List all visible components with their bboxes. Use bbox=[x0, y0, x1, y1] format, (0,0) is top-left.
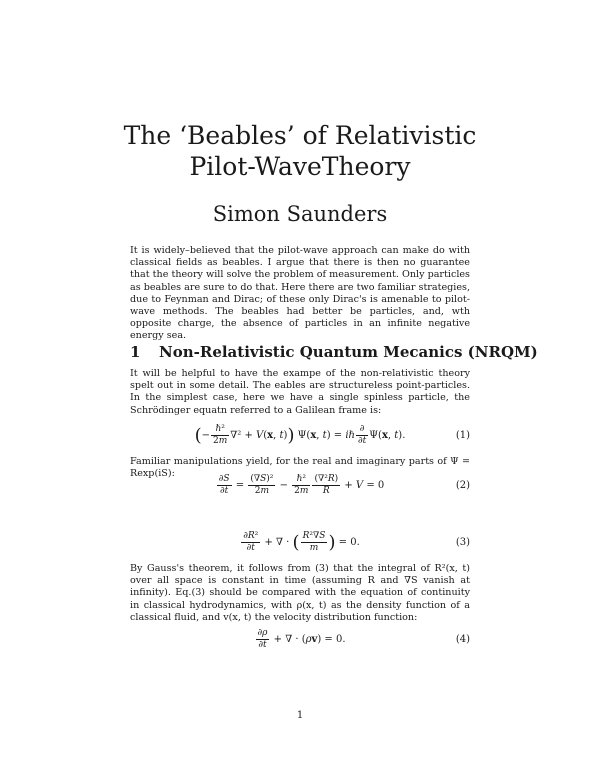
equation-1: (− $\frac{\text{ℏ²}}{2m}$ ∇² + V(x, t)) Ψ(x, t) = iℏ $\frac{\partial}{\partial t}$ Ψ(x, t). (1) bbox=[194, 424, 470, 446]
abstract: It is widely–believed that the pilot-wave approach can make do with classical fields as beables. I argue that there is then no guarantee that the theory will solve the problem of measurement. Only particles as beables are sure to do that. Here there are two familiar strategies, due to Feynman and Dirac; of these only Dirac's is amenable to pilot-wave methods. The beables had better be particles, and, wth opposite charge, the absence of particles in an infinite negative energy sea. bbox=[130, 245, 470, 342]
paragraph-3: By Gauss's theorem, it follows from (3) that the integral of R²(x, t) over all space is constant in time (assuming R and ∇S vanish at infinity). Eq.(3) should be compared with the equation of continuity in classical hydrodynamics, with ρ(x, t) as the density function of a classical fluid, and v(x, t) the velocity distribution function: bbox=[130, 563, 470, 623]
section-number: 1 bbox=[130, 343, 141, 361]
paragraph-2: Familiar manipulations yield, for the real and imaginary parts of Ψ = Rexp(iS): bbox=[130, 456, 470, 480]
paper-title-line-1: The ‘Beables’ of Relativistic bbox=[123, 121, 477, 150]
author: Simon Saunders bbox=[212, 202, 388, 226]
equation-number-4: (4) bbox=[455, 634, 470, 645]
section-heading bbox=[130, 343, 538, 361]
equation-2: $\frac{\partial S}{\partial t}$ = $\frac{\text{(∇S)²}}{2m}$ − $\frac{\text{ℏ²}}{2m}$ $\frac{\text{(∇²R)}}{R}$ + V = 0 (2) bbox=[218, 474, 470, 496]
paper-title-line-2: Pilot-WaveTheory bbox=[189, 152, 411, 181]
paragraph-1: It will be helpful to have the exampe of the non-relativistic theory spelt out in some detail. The eables are structureless point-particles. In the simplest case, here we have a single spinless particle, the Schrödinger equatn referred to a Galilean frame is: bbox=[130, 368, 470, 416]
section-title: Non-Relativistic Quantum Mecanics (NRQM) bbox=[159, 343, 538, 361]
equation-number-3: (3) bbox=[455, 537, 470, 548]
equation-number-2: (2) bbox=[455, 480, 470, 491]
equation-3: $\frac{\text{∂R²}}{\partial t}$ + ∇ · ( $\frac{\text{R²∇S}}{m}$ ) = 0. (3) bbox=[243, 531, 470, 553]
page-number: 1 bbox=[296, 710, 304, 721]
equation-number-1: (1) bbox=[455, 430, 470, 441]
equation-4: $\frac{\partial\rho}{\partial t}$ + ∇ · (ρv) = 0. (4) bbox=[257, 628, 470, 650]
